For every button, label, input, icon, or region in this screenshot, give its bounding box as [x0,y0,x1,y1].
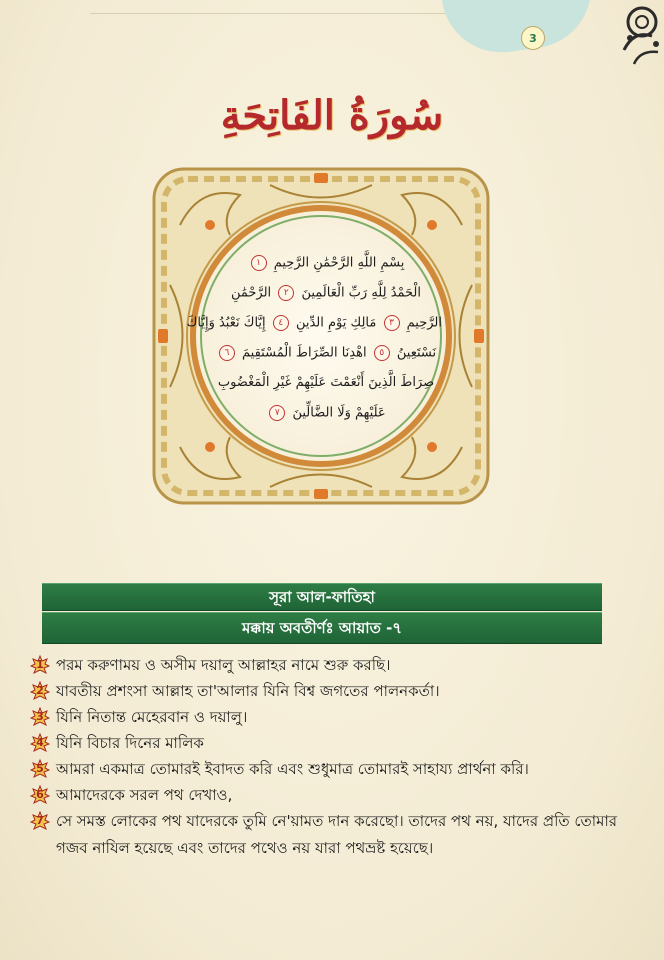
translation-text: যিনি বিচার দিনের মালিক [56,734,204,752]
verse-number-badge: 1 [30,655,50,675]
translation-text: পরম করুণাময় ও অসীম দয়ালু আল্লাহর নামে শুরু করছি। [56,656,391,674]
translation-item [30,782,650,808]
translation-text: আমরা একমাত্র তোমারই ইবাদত করি এবং শুধুমাত্র তোমারই সাহায্য প্রার্থনা করি। [56,760,529,778]
verse-number-marker: ٢ [278,285,294,301]
revelation-info-banner: মক্কায় অবতীর্ণঃ আয়াত -৭ [42,612,602,644]
translation-item [30,808,650,862]
arabic-verses [186,240,442,440]
verse-number-badge: 5 [30,759,50,779]
translation-text: আমাদেরকে সরল পথ দেখাও, [56,786,233,804]
verse-number-badge: 6 [30,785,50,805]
arabic-line [186,315,442,331]
translation-list [30,652,650,862]
arabic-line [210,255,442,271]
page-number: 3 [521,26,545,50]
verse-text: صِرَاطَ الَّذِينَ أَنْعَمْتَ عَلَيْهِمْ غَيْرِ الْمَغْضُوبِ [217,375,435,390]
translation-item [30,678,650,704]
verse-number-marker: ٥ [374,345,390,361]
arabic-line [210,405,442,421]
verse-number-marker: ٦ [219,345,235,361]
verse-number-marker: ٣ [384,315,400,331]
verse-text: عَلَيْهِمْ وَلَا الضَّالِّينَ [292,405,386,421]
translation-item [30,652,650,678]
verse-number-badge: 4 [30,733,50,753]
verse-number-marker: ١ [251,255,267,271]
verse-text: الْحَمْدُ لِلَّهِ رَبِّ الْعَالَمِينَ [301,285,422,301]
verse-text: نَسْتَعِينُ [396,345,437,361]
arabic-line [210,285,442,301]
translation-item [30,730,650,756]
verse-number-badge: 3 [30,707,50,727]
verse-text: اهْدِنَا الصِّرَاطَ الْمُسْتَقِيمَ [242,345,367,361]
translation-item [30,756,650,782]
verse-number-marker: ٧ [269,405,285,421]
surah-name-banner: সূরা আল-ফাতিহা [42,583,602,611]
arabic-line [210,345,442,361]
verse-text: الرَّحِيمِ [406,315,442,331]
verse-text: مَالِكِ يَوْمِ الدِّينِ [295,315,377,331]
verse-number-badge: 7 [30,811,50,831]
surah-title-arabic: سُورَةُ الفَاتِحَةِ [220,92,444,139]
translation-text: যিনি নিতান্ত মেহেরবান ও দয়ালু। [56,708,248,726]
translation-text: সে সমস্ত লোকের পথ যাদেরকে তুমি নে'য়ামত দান করেছো। তাদের পথ নয়, যাদের প্রতি তোমার গজব নাযিল হয়েছে এবং তাদের পথেও নয় যারা পথভ্রষ্ট হয়েছে। [56,812,618,857]
arabic-line [210,375,442,390]
verse-text: إِيَّاكَ نَعْبُدُ وَإِيَّاكَ [186,315,266,331]
translation-text: যাবতীয় প্রশংসা আল্লাহ তা'আলার যিনি বিশ্ব জগতের পালনকর্তা। [56,682,440,700]
header-rule [90,13,450,14]
verse-number-badge: 2 [30,681,50,701]
verse-text: بِسْمِ اللَّهِ الرَّحْمَٰنِ الرَّحِيمِ [273,255,405,271]
verse-text: الرَّحْمَٰنِ [230,285,272,301]
floral-corner-icon [594,0,664,70]
verse-number-marker: ٤ [273,315,289,331]
translation-item [30,704,650,730]
corner-decoration [439,0,599,60]
